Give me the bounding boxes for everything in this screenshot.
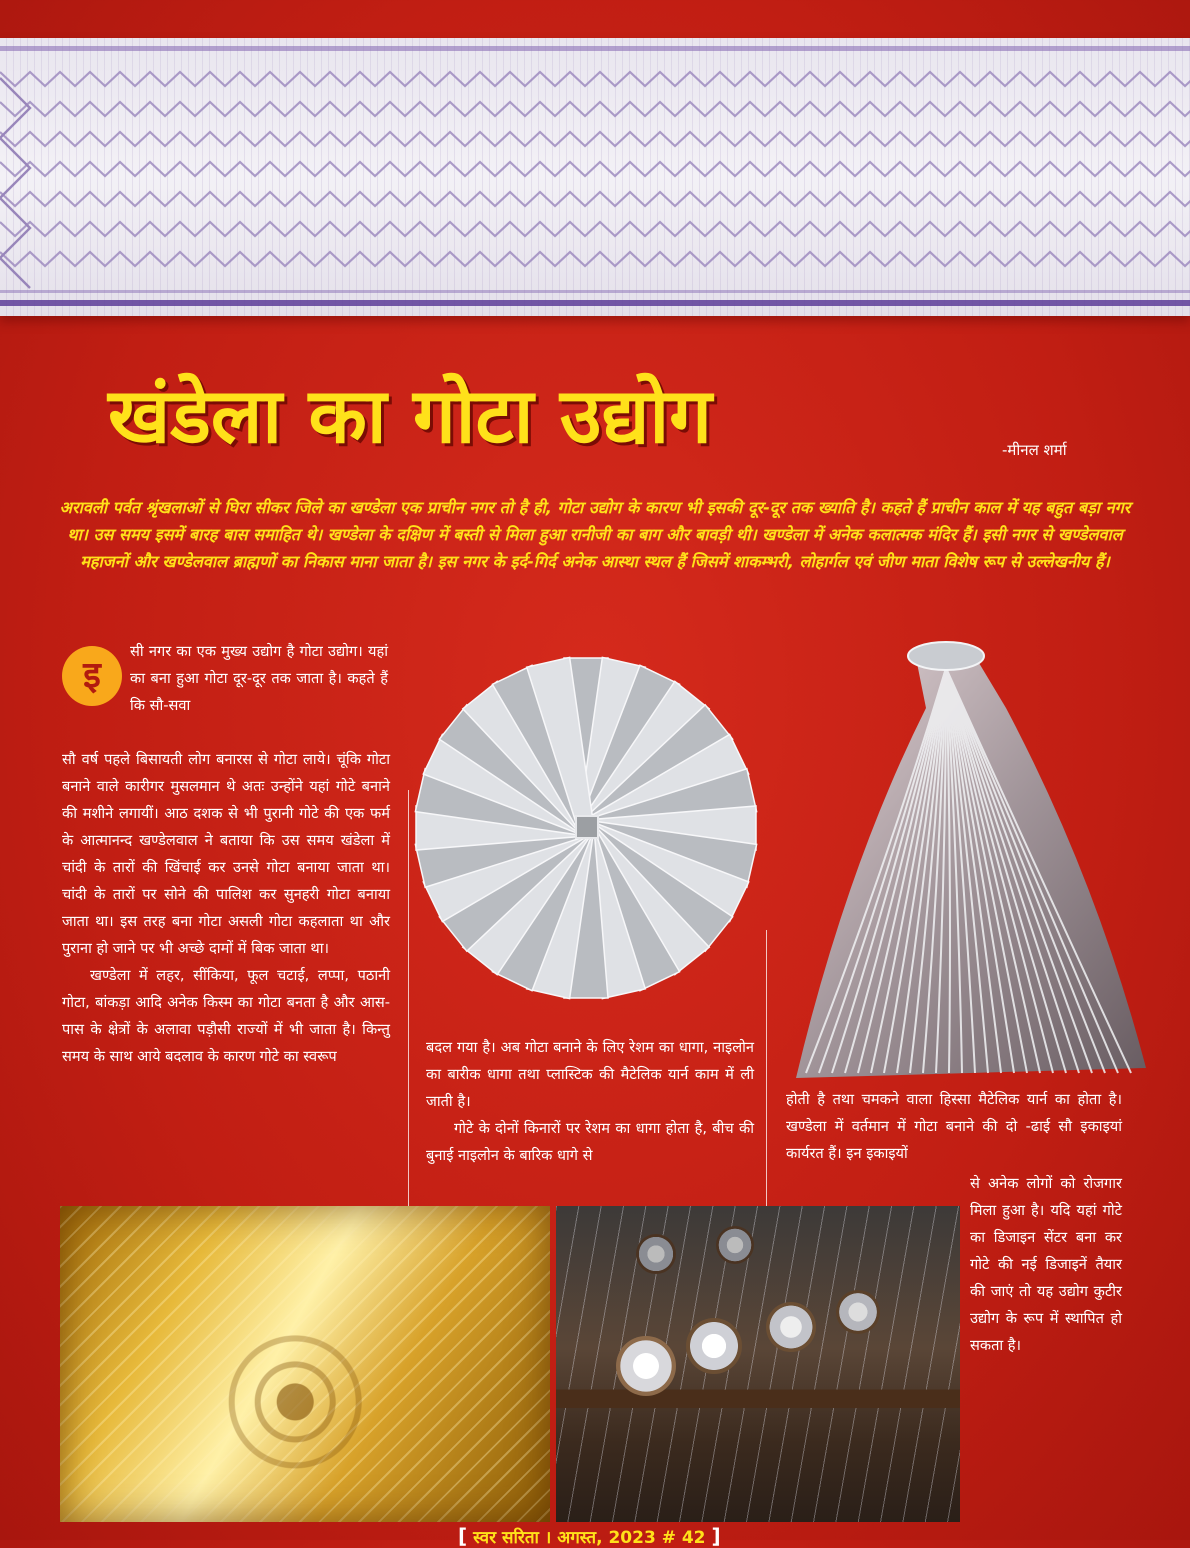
thread-spool <box>686 1318 742 1374</box>
column-1-paragraph-1: सौ वर्ष पहले बिसायती लोग बनारस से गोटा लाये। चूंकि गोटा बनाने वाले कारीगर मुसलमान थे अतः उन्होंने यहां गोटे बनाने की मशीने लगायीं। आठ दशक से भी पुरानी गोटे की एक फर्म के आत्मानन्द खण्डेलवाल ने बताया कि उस समय खंडेला में चांदी के तारों की खिंचाई कर उनसे गोटा बनाया जाता था। चांदी के तारों पर सोने की पालिश कर सुनहरी गोटा बनाया जाता था। इस तरह बना गोटा असली गोटा कहलाता था और पुराना हो जाने पर भी अच्छे दामों में बिक जाता था। <box>62 751 390 957</box>
ribbon-chevron-line <box>0 252 1190 266</box>
gota-tassel-photo <box>766 628 1156 1086</box>
page-footer <box>458 1524 721 1548</box>
ribbon-chevron-pattern <box>0 38 1190 316</box>
column-2-paragraph-2: गोटे के दोनों किनारों पर रेशम का धागा होता है, बीच की बुनाई नाइलोन के बारिक धागे से <box>426 1120 754 1164</box>
gota-rosette-photo <box>410 636 762 1032</box>
column-2-paragraph-1: बदल गया है। अब गोटा बनाने के लिए रेशम का धागा, नाइलोन का बारीक धागा तथा प्लास्टिक की मैटेलिक यार्न काम में ली जाती है। <box>426 1039 754 1110</box>
ribbon-chevron-line <box>0 162 1190 176</box>
ribbon-chevron-line <box>0 192 1190 206</box>
column-1-top-text: सी नगर का एक मुख्य उद्योग है गोटा उद्योग। यहां का बना हुआ गोटा दूर-दूर तक जाता है। कहते हैं कि सौ-सवा <box>130 643 388 714</box>
thread-spool <box>766 1302 816 1352</box>
gota-loom-machine-photo <box>556 1206 960 1522</box>
ribbon-chevron-line <box>0 72 1190 86</box>
author-name: -मीनल शर्मा <box>1002 441 1067 459</box>
intro-paragraph: अरावली पर्वत श्रृंखलाओं से घिरा सीकर जिले का खण्डेला एक प्राचीन नगर तो है ही, गोटा उद्योग के कारण भी इसकी दूर-दूर तक ख्याति है। कहते हैं प्राचीन काल में यह बहुत बड़ा नगर था। उस समय इसमें बारह बास समाहित थे। खण्डेला के दक्षिण में बस्ती से मिला हुआ रानीजी का बाग और बावड़ी थी। खण्डेला में अनेक कलात्मक मंदिर हैं। इसी नगर से खण्डेलवाल महाजनों और खण्डेलवाल ब्राह्मणों का निकास माना जाता है। इस नगर के इर्द-गिर्द अनेक आस्था स्थल हैं जिसमें शाकम्भरी, लोहार्गल एवं जीण माता विशेष रूप से उल्लेखनीय हैं। <box>59 498 1131 571</box>
thread-spool <box>716 1226 754 1264</box>
ribbon-chevron-line <box>0 102 1190 116</box>
thread-spool <box>836 1290 880 1334</box>
column-2-body <box>426 1034 754 1169</box>
ribbon-chevron-line <box>0 222 1190 236</box>
page-title: खंडेला का गोटा उद्योग <box>108 371 712 460</box>
tassel-graphic <box>766 628 1156 1086</box>
thread-spool <box>616 1336 676 1396</box>
footer-open-bracket: [ <box>458 1524 468 1548</box>
column-3-top-text: होती है तथा चमकने वाला हिस्सा मैटेलिक यार्न का होता है। खण्डेला में वर्तमान में गोटा बनाने की दो -ढाई सौ इकाइयां कार्यरत हैं। इन इकाइयों <box>786 1091 1122 1162</box>
column-1-body <box>62 746 390 1070</box>
ribbon-chevron-line <box>0 132 1190 146</box>
golden-gota-fabric-photo <box>60 1206 550 1522</box>
drop-cap: इ <box>62 646 122 706</box>
column-1-paragraph-2: खण्डेला में लहर, सींकिया, फूल चटाई, लप्पा, पठानी गोटा, बांकड़ा आदि अनेक किस्म का गोटा बनता है और आस-पास के क्षेत्रों के अलावा पड़ौसी राज्यों में भी जाता है। किन्तु समय के साथ आये बदलाव के कारण गोटे का स्वरूप <box>62 967 390 1065</box>
column-divider <box>408 790 409 1210</box>
column-3-body: से अनेक लोगों को रोजगार मिला हुआ है। यदि यहां गोटे का डिजाइन सेंटर बना कर गोटे की नई डिजाइनें तैयार की जाएं तो यह उद्योग कुटीर उद्योग के रूप में स्थापित हो सकता है। <box>970 1175 1122 1354</box>
footer-text: स्वर सरिता । अगस्त, 2023 # 42 <box>473 1528 706 1548</box>
woven-ribbon-photo <box>0 38 1190 316</box>
rosette-graphic <box>410 636 762 1032</box>
thread-spool <box>636 1234 676 1274</box>
footer-close-bracket: ] <box>711 1524 721 1548</box>
